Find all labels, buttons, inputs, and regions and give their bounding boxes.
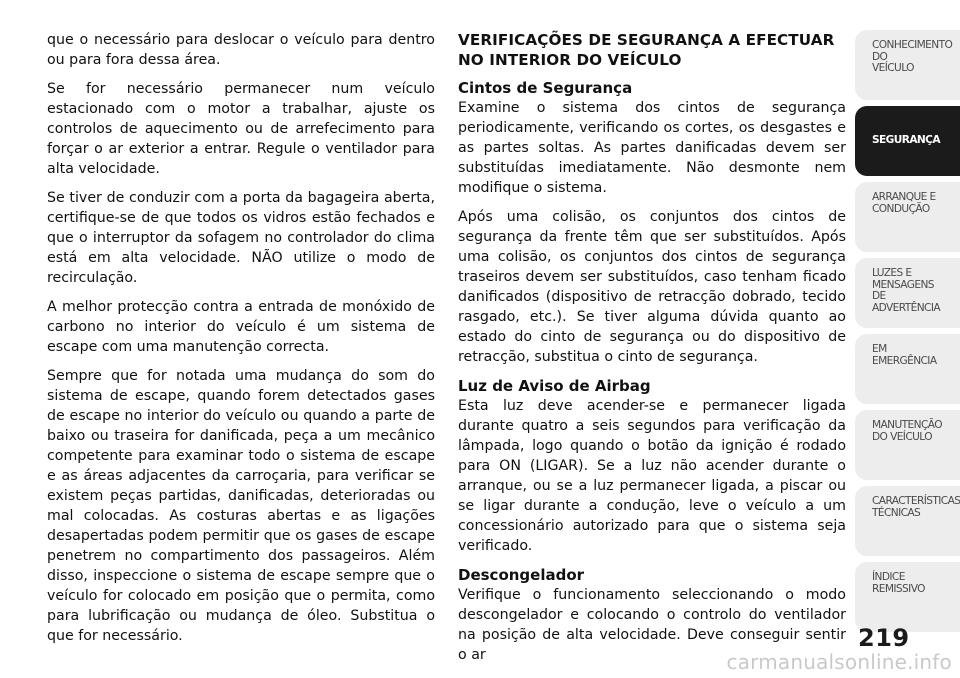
tab-label: EM EMERGÊNCIA [872,343,937,367]
paragraph: Se for necessário permanecer num veículo estacionado com o motor a trabalhar, ajuste os controlos de aquecimento ou de arrefecimento para forçar o ar exterior a entrar. Regule o ventilador para alta velocidade. [47,81,435,177]
subsection-title-airbag-light: Luz de Aviso de Airbag [458,377,651,395]
tab-label: SEGURANÇA [872,134,940,147]
left-column [47,30,435,655]
tab-label: ÍNDICE REMISSIVO [872,571,925,595]
paragraph: Sempre que for notada uma mudança do som do sistema de escape, quando forem detectados gases de escape no interior do veículo ou quando a parte de baixo ou traseira for danificada, peça a um mecânico competente para examinar todo o sistema de escape e as áreas adjacentes da carroçaria, para verificar se existem peças partidas, danificadas, deterioradas ou mal colocadas. As costuras abertas e as ligações desapertadas podem permitir que os gases de escape penetrem no compartimento dos passageiros. Além disso, inspeccione o sistema de escape sempre que o veículo for colocado em posição que o permita, como para lubrificação ou mudança de óleo. Substitua o que for necessário. [47,368,435,644]
paragraph: que o necessário para deslocar o veículo para dentro ou para fora dessa área. [47,32,435,68]
paragraph: Examine o sistema dos cintos de segurança periodicamente, verificando os cortes, os desgastes e as partes soltas. As partes danificadas devem ser substituídas imediatamente. Não desmonte nem modifique o sistema. [458,100,846,196]
paragraph: A melhor protecção contra a entrada de monóxido de carbono no interior do veículo é um sistema de escape com uma manutenção correcta. [47,299,435,355]
paragraph: Se tiver de conduzir com a porta da bagageira aberta, certifique-se de que todos os vidros estão fechados e que o interruptor da sofagem no controlador do clima está em alta velocidade. NÃO utilize o modo de recirculação. [47,190,435,286]
tab-conhecimento-do-veiculo[interactable] [855,30,960,100]
tab-label: LUZES E MENSAGENS DE ADVERTÊNCIA [872,267,941,314]
paragraph: Esta luz deve acender-se e permanecer ligada durante quatro a seis segundos para verificação da lâmpada, logo quando o botão da ignição é rodado para ON (LIGAR). Se a luz não acender durante o arranque, ou se a luz permanecer ligada, a piscar ou se ligar durante a condução, leve o veículo a um concessionário autorizado para que o sistema seja verificado. [458,398,846,554]
paragraph: Após uma colisão, os conjuntos dos cintos de segurança da frente têm que ser substituídos. Após uma colisão, os conjuntos dos cintos de segurança traseiros devem ser substituídos, caso tenham ficado danificados (dispositivo de retracção dobrado, tecido rasgado, etc.). Se tiver alguma dúvida quanto ao estado do cinto de segurança ou do dispositivo de retracção, substitua o cinto de segurança. [458,209,846,365]
watermark: carmanualsonline.info [726,650,952,674]
page-number: 219 [858,624,910,652]
tab-caracteristicas-tecnicas[interactable] [855,486,960,556]
paragraph: Verifique o funcionamento seleccionando o modo descongelador e colocando o controlo do ventilador na posição de alta velocidade. Deve conseguir sentir o ar [458,587,846,663]
section-heading: VERIFICAÇÕES DE SEGURANÇA A EFECTUAR NO INTERIOR DO VEÍCULO [458,31,835,69]
tab-luzes-e-mensagens[interactable] [855,258,960,328]
tab-seguranca[interactable] [855,106,960,176]
right-column [458,30,846,674]
tab-label: ARRANQUE E CONDUÇÃO [872,191,936,215]
subsection-title-defroster: Descongelador [458,566,585,584]
tab-label: CONHECIMENTO DO VEÍCULO [872,39,953,74]
tab-arranque-e-conducao[interactable] [855,182,960,252]
chapter-tabs [855,30,960,638]
tab-indice-remissivo[interactable] [855,562,960,632]
tab-em-emergencia[interactable] [855,334,960,404]
subsection-title-seatbelts: Cintos de Segurança [458,79,633,97]
tab-label: MANUTENÇÃO DO VEÍCULO [872,419,942,443]
tab-manutencao-do-veiculo[interactable] [855,410,960,480]
tab-label: CARACTERÍSTICAS TÉCNICAS [872,495,960,519]
